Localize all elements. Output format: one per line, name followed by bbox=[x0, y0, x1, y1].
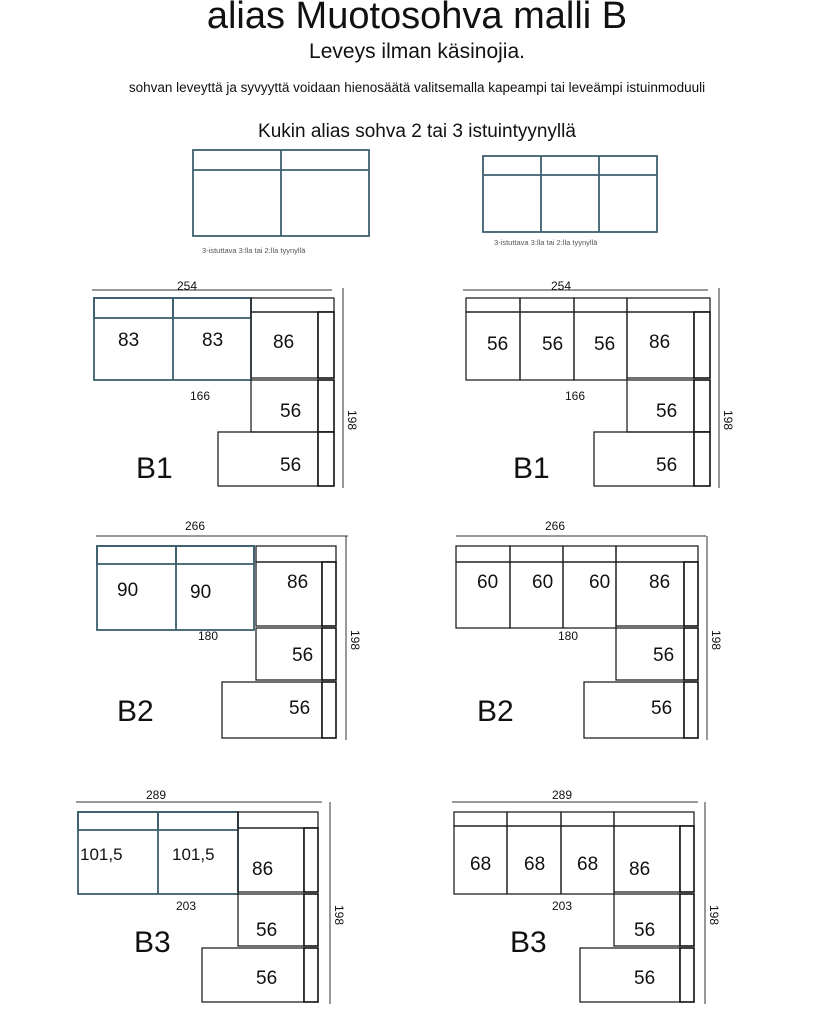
b2-corner-right: 86 bbox=[649, 572, 671, 593]
page-title: alias Muotosohva malli B bbox=[206, 0, 628, 37]
b1-chaise-1-left: 56 bbox=[280, 401, 302, 422]
b2-inner-width-left: 180 bbox=[198, 629, 219, 643]
b1-seat-3c: 56 bbox=[594, 334, 616, 355]
b2-seat-1: 90 bbox=[117, 580, 139, 601]
b3-chaise-1-right: 56 bbox=[634, 920, 656, 941]
b3-two-cushion-layout bbox=[76, 788, 346, 1004]
b2-seat-3a: 60 bbox=[477, 572, 499, 593]
b2-chaise-2-left: 56 bbox=[289, 698, 311, 719]
b3-seat-1: 101,5 bbox=[80, 845, 123, 864]
b1-chaise-2-right: 56 bbox=[656, 455, 678, 476]
preview-two-cushion-sofa bbox=[193, 150, 369, 255]
b1-depth-left: 198 bbox=[345, 410, 359, 431]
b1-three-cushion-layout bbox=[463, 279, 735, 488]
preview-caption-right: 3-istuttava 3:lla tai 2:lla tyynyllä bbox=[494, 238, 598, 247]
b3-corner-left: 86 bbox=[252, 859, 274, 880]
b2-corner-left: 86 bbox=[287, 572, 309, 593]
b2-chaise-1-left: 56 bbox=[292, 645, 314, 666]
b1-two-cushion-layout bbox=[92, 279, 359, 488]
b2-three-cushion-layout bbox=[456, 519, 723, 740]
b3-depth-right: 198 bbox=[707, 905, 721, 926]
b2-two-cushion-layout bbox=[96, 519, 362, 740]
b3-seat-3a: 68 bbox=[470, 854, 492, 875]
b3-depth-left: 198 bbox=[332, 905, 346, 926]
b1-total-width: 254 bbox=[177, 279, 198, 293]
b2-depth-right: 198 bbox=[709, 630, 723, 651]
b3-seat-3b: 68 bbox=[524, 854, 546, 875]
b2-seat-3c: 60 bbox=[589, 572, 611, 593]
b1-inner-width-left: 166 bbox=[190, 389, 211, 403]
b2-chaise-2-right: 56 bbox=[651, 698, 673, 719]
b3-three-cushion-layout bbox=[452, 788, 721, 1004]
b2-chaise-1-right: 56 bbox=[653, 645, 675, 666]
preview-three-cushion-sofa bbox=[483, 156, 657, 247]
b1-chaise-1-right: 56 bbox=[656, 401, 678, 422]
b1-corner-left: 86 bbox=[273, 332, 295, 353]
adjustment-note: sohvan leveyttä ja syvyyttä voidaan hienosäätä valitsemalla kapeampi tai leveämpi istuinmoduuli bbox=[128, 80, 706, 95]
b2-label-right: B2 bbox=[477, 695, 514, 728]
b3-seat-2: 101,5 bbox=[172, 845, 215, 864]
b2-total-width: 266 bbox=[185, 519, 206, 533]
b3-label-right: B3 bbox=[510, 926, 547, 959]
b1-inner-width-right: 166 bbox=[565, 389, 586, 403]
b1-seat-3b: 56 bbox=[542, 334, 564, 355]
page-subtitle: Leveys ilman käsinojia. bbox=[309, 40, 525, 63]
b1-chaise-2-left: 56 bbox=[280, 455, 302, 476]
b1-label-right: B1 bbox=[513, 452, 550, 485]
b3-inner-width-right: 203 bbox=[552, 899, 573, 913]
b1-seat-1: 83 bbox=[118, 330, 140, 351]
b3-total-width-right: 289 bbox=[552, 788, 573, 802]
b3-chaise-2-left: 56 bbox=[256, 968, 278, 989]
cushion-heading: Kukin alias sohva 2 tai 3 istuintyynyllä bbox=[258, 121, 576, 142]
b1-corner-right: 86 bbox=[649, 332, 671, 353]
b1-depth-right: 198 bbox=[721, 410, 735, 431]
b3-chaise-2-right: 56 bbox=[634, 968, 656, 989]
b2-seat-2: 90 bbox=[190, 582, 212, 603]
b3-total-width: 289 bbox=[146, 788, 167, 802]
b1-label-left: B1 bbox=[136, 452, 173, 485]
preview-caption-left: 3-istuttava 3:lla tai 2:lla tyynyllä bbox=[202, 246, 306, 255]
b1-seat-2: 83 bbox=[202, 330, 224, 351]
b3-label-left: B3 bbox=[134, 926, 171, 959]
b3-corner-right: 86 bbox=[629, 859, 651, 880]
b2-seat-3b: 60 bbox=[532, 572, 554, 593]
b3-seat-3c: 68 bbox=[577, 854, 599, 875]
b2-inner-width-right: 180 bbox=[558, 629, 579, 643]
b2-depth-left: 198 bbox=[348, 630, 362, 651]
b1-seat-3a: 56 bbox=[487, 334, 509, 355]
b3-inner-width-left: 203 bbox=[176, 899, 197, 913]
b2-total-width-right: 266 bbox=[545, 519, 566, 533]
b3-chaise-1-left: 56 bbox=[256, 920, 278, 941]
b2-label-left: B2 bbox=[117, 695, 154, 728]
b1-total-width-right: 254 bbox=[551, 279, 572, 293]
